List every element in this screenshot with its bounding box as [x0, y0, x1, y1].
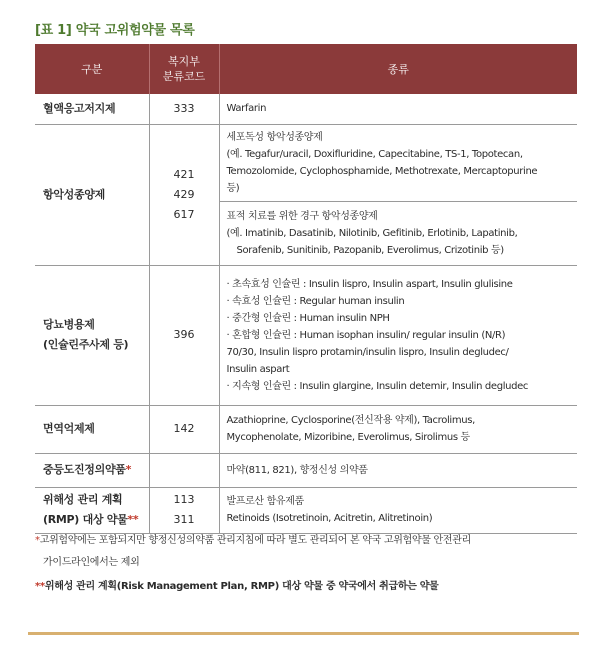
code-value: 421 — [173, 167, 195, 181]
table-row — [35, 265, 577, 405]
kind-cell — [219, 405, 577, 453]
kind-line: Retinoids (Isotretinoin, Acitretin, Alitretinoin) — [226, 513, 433, 524]
header-code — [149, 44, 219, 94]
category-cell — [35, 265, 149, 405]
kind-cell: 마약(811, 821), 향정신성 의약품 — [219, 453, 577, 487]
kind-cell: Warfarin — [226, 103, 267, 115]
kind-line: (예. Imatinib, Dasatinib, Nilotinib, Gefitinib, Erlotinib, Lapatinib, — [226, 227, 518, 239]
kind-line: Azathioprine, Cyclosporine(전신작용 약제), Tacrolimus, — [226, 415, 475, 426]
header-code-line2: 분류코드 — [162, 70, 206, 83]
table-row — [35, 453, 577, 487]
code-cell — [149, 453, 219, 487]
code-cell: 333 — [149, 94, 219, 124]
table-row — [35, 405, 577, 453]
kind-cell — [219, 265, 577, 405]
targeted-subsection — [220, 201, 578, 265]
code-cell: 142 — [149, 405, 219, 453]
kind-line: Sorafenib, Sunitinib, Pazopanib, Everolimus, Crizotinib 등) — [236, 244, 504, 256]
code-value: 311 — [173, 513, 195, 526]
kind-line: (예. Tegafur/uracil, Doxifluridine, Capecitabine, TS-1, Topotecan, — [226, 148, 523, 160]
footnote-1-cont: 가이드라인에서는 제외 — [43, 557, 140, 568]
footnotes — [35, 530, 585, 598]
header-category: 구분 — [35, 44, 149, 94]
table-row — [35, 94, 577, 124]
table-header-row — [35, 44, 577, 94]
code-value: 617 — [173, 207, 195, 221]
insulin-item: · 지속형 인슐린 : Insulin glargine, Insulin detemir, Insulin degludec — [226, 380, 529, 392]
category-cell — [35, 487, 149, 533]
kind-line: 발프로산 함유제품 — [226, 496, 304, 507]
category-text: 중등도진정의약품 — [43, 463, 126, 476]
kind-line: Mycophenolate, Mizoribine, Everolimus, Sirolimus 등 — [226, 432, 470, 443]
category-line: 당뇨병용제 — [43, 318, 95, 331]
insulin-item: · 초속효성 인슐린 : Insulin lispro, Insulin aspart, Insulin glulisine — [226, 278, 513, 290]
code-value: 113 — [173, 493, 195, 506]
category-line: 위해성 관리 계획 — [43, 493, 123, 506]
kind-line: 등) — [226, 182, 240, 194]
header-kind: 종류 — [219, 44, 577, 94]
insulin-item: · 혼합형 인슐린 : Human isophan insulin/ regular insulin (N/R) — [226, 329, 506, 341]
kind-cell — [219, 487, 577, 533]
kind-line: Temozolomide, Cyclophosphamide, Methotrexate, Mercaptopurine — [226, 165, 538, 177]
cytotoxic-subsection — [220, 125, 578, 201]
code-cell — [149, 124, 219, 265]
insulin-item: · 중간형 인슐린 : Human insulin NPH — [226, 312, 390, 324]
category-cell: 혈액응고저지제 — [43, 101, 116, 115]
insulin-item: · 속효성 인슐린 : Regular human insulin — [226, 295, 405, 307]
bottom-divider — [28, 632, 579, 635]
category-cell: 면역억제제 — [35, 405, 149, 453]
table-row — [35, 124, 577, 265]
table-title: [표 1] 약국 고위험약물 목록 — [35, 23, 195, 38]
kind-line: 표적 치료를 위한 경구 항악성종양제 — [226, 210, 378, 222]
high-risk-drug-table — [35, 44, 577, 534]
code-cell: 396 — [149, 265, 219, 405]
footnote-star: * — [125, 463, 132, 476]
kind-cell — [219, 124, 577, 265]
table-row — [35, 487, 577, 533]
category-line: (RMP) 대상 약물** — [43, 513, 139, 526]
category-cell — [35, 453, 149, 487]
kind-line: 세포독성 항악성종양제 — [226, 131, 323, 143]
footnote-1: *고위험약에는 포함되지만 향정신성의약품 관리지침에 따라 별도 관리되어 본 약국 고위험약물 안전관리 — [35, 535, 471, 546]
category-line: (인슐린주사제 등) — [43, 338, 129, 351]
insulin-item: Insulin aspart — [226, 363, 290, 375]
footnote-star: ** — [127, 513, 139, 526]
footnote-2: **위해성 관리 계획(Risk Management Plan, RMP) 대상 약물 중 약국에서 취급하는 약물 — [35, 581, 439, 592]
code-cell — [149, 487, 219, 533]
code-value: 429 — [173, 187, 195, 201]
category-cell: 항악성종양제 — [35, 124, 149, 265]
header-code-line1: 복지부 — [168, 55, 200, 68]
insulin-item: 70/30, Insulin lispro protamin/insulin lispro, Insulin degludec/ — [226, 346, 509, 358]
